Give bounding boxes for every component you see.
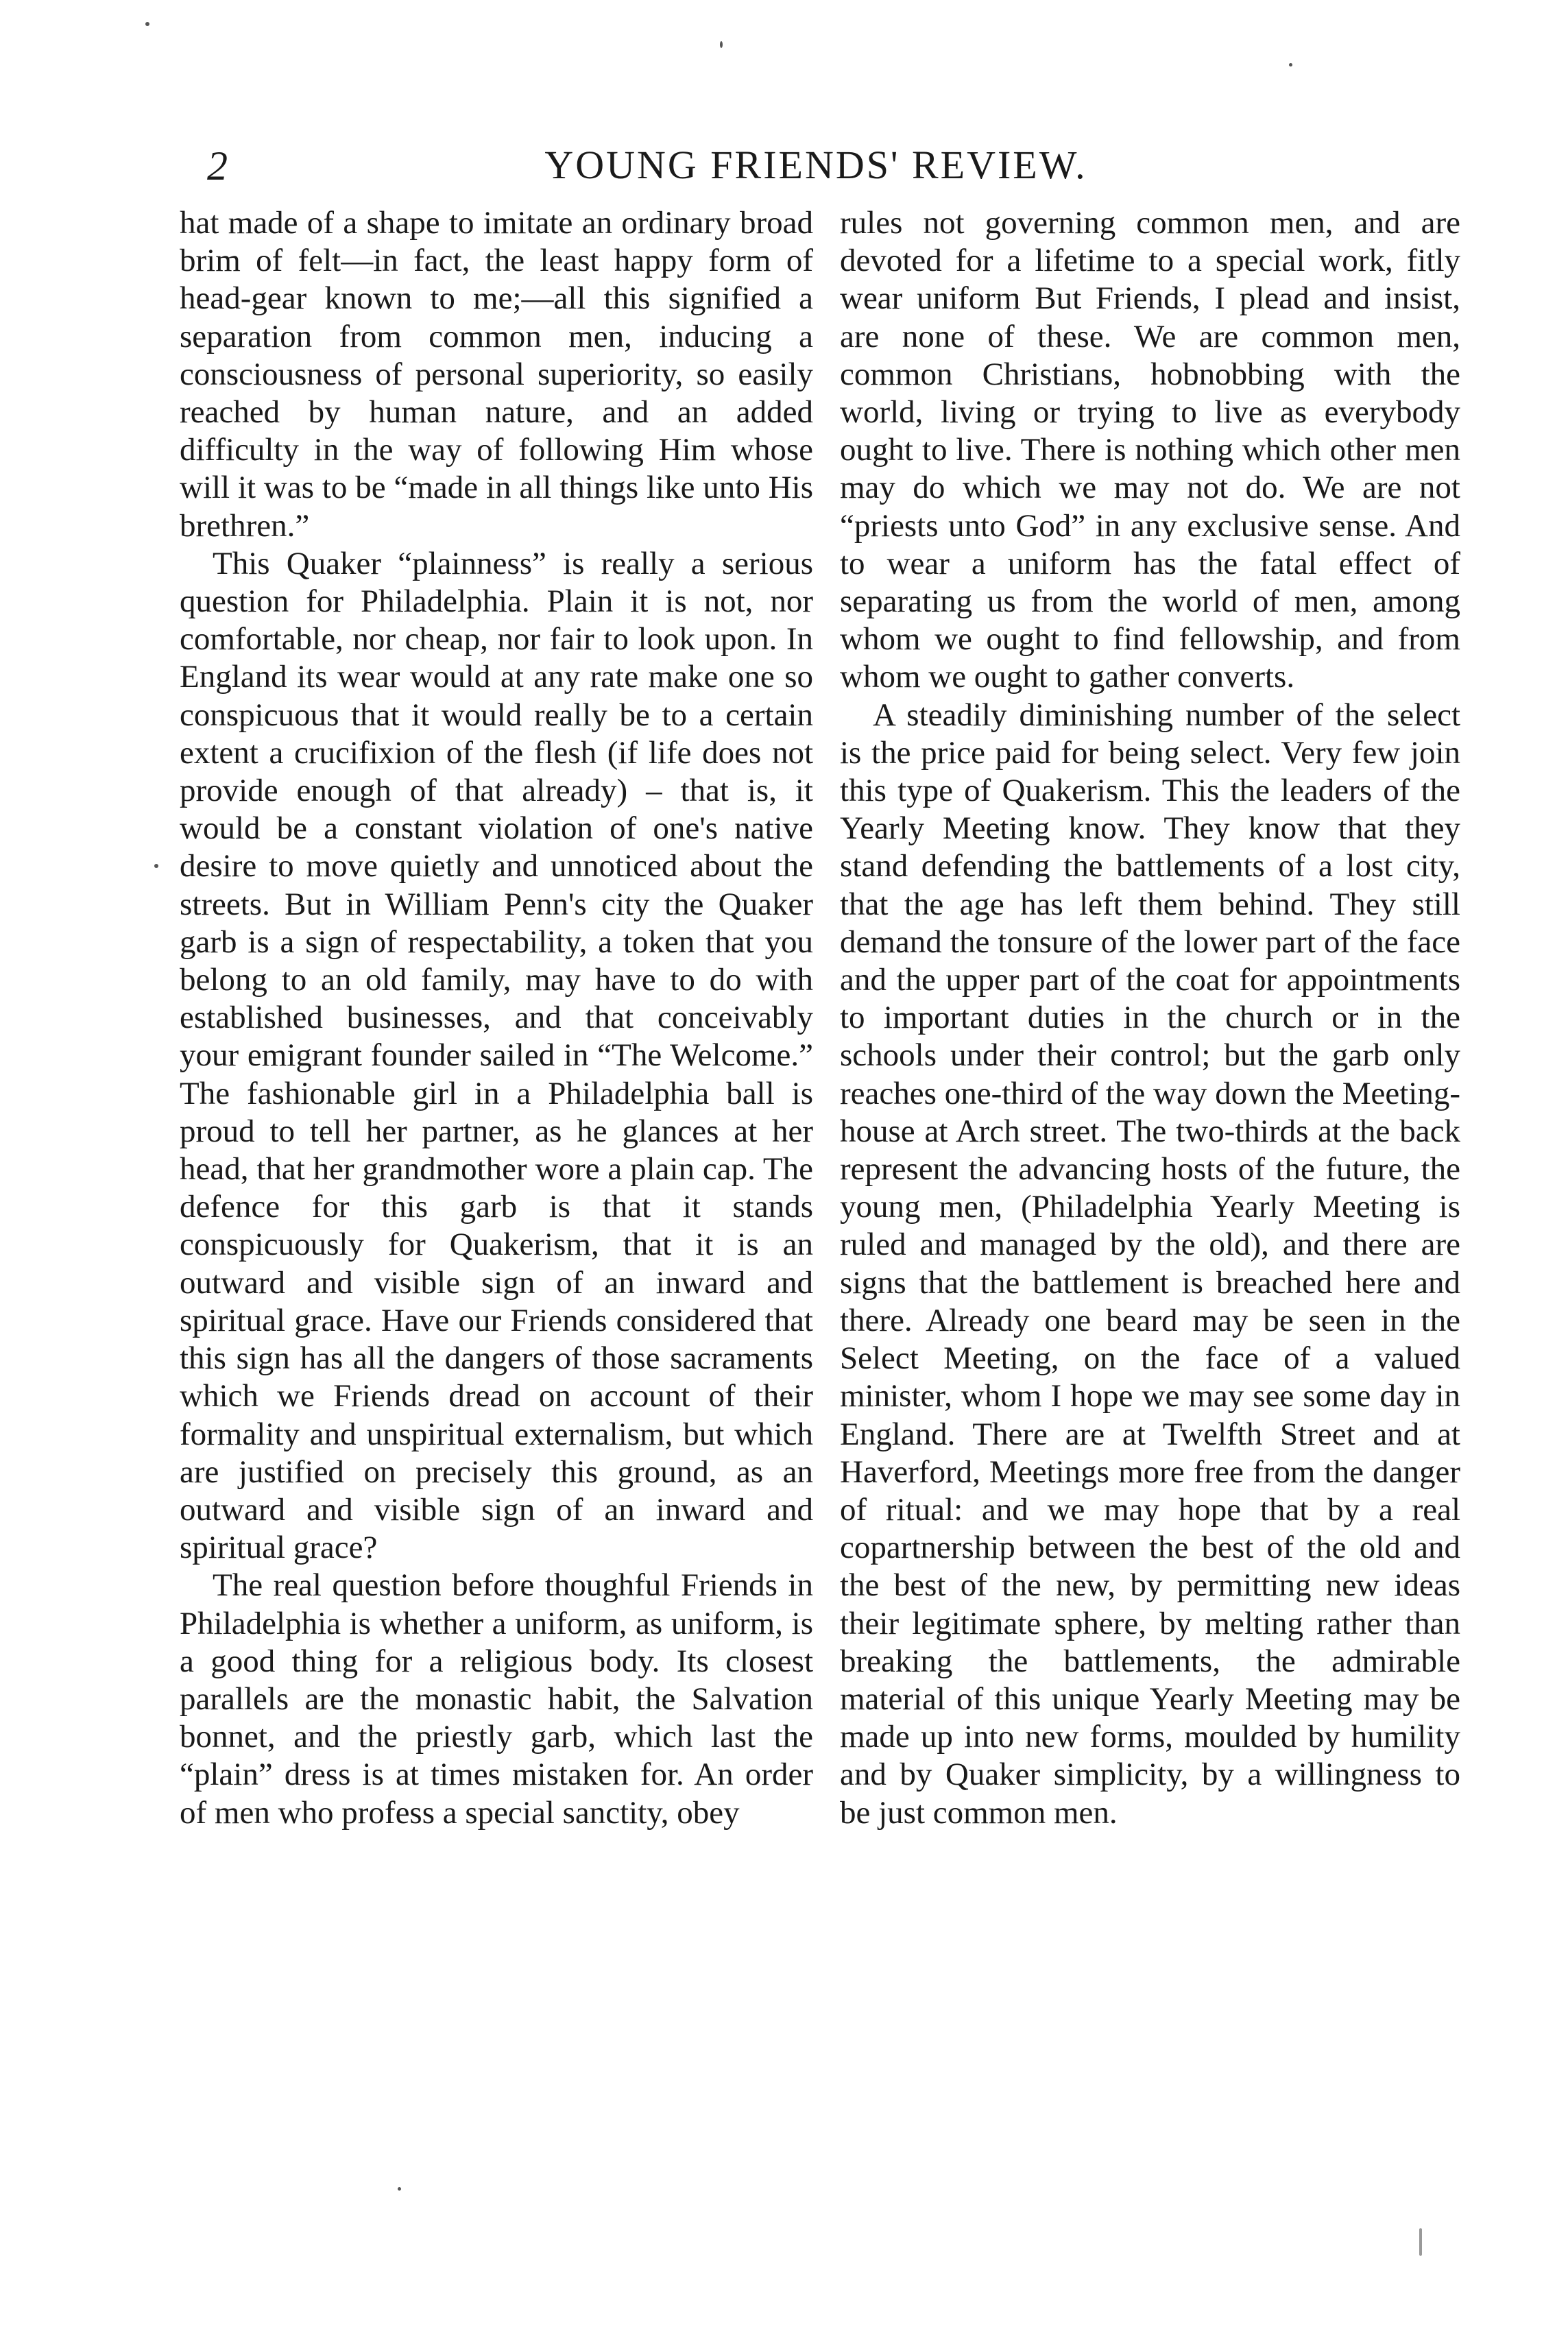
- paragraph: rules not governing common men, and are devoted for a lifetime to a special work, fitly wear uniform But Friends, I plead and insist, are none of these. We are common men, common Christians, hobnobbing with the world, living or trying to live as everybody ought to live. There is nothing which other men may do which we may not do. We are not “priests unto God” in any exclusive sense. And to wear a uniform has the fatal effect of separating us from the world of men, among whom we ought to find fellowship, and from whom we ought to gather converts.: [840, 205, 1460, 695]
- paragraph: This Quaker “plainness” is really a serious question for Philadelphia. Plain it is not, nor comfortable, nor cheap, nor fair to look upon. In England its wear would at any rate make one so conspicuous that it would really be to a certain extent a crucifixion of the flesh (if life does not provide enough of that already) – that is, it would be a constant violation of one's native desire to move quietly and unnoticed about the streets. But in William Penn's city the Quaker garb is a sign of respectability, a token that you belong to an old family, may have to do with established businesses, and that conceivably your emigrant founder sailed in “The Welcome.” The fashionable girl in a Philadelphia ball is proud to tell her partner, as he glances at her head, that her grandmother wore a plain cap. The defence for this garb is that it stands conspicuously for Quakerism, that it is an outward and visible sign of an inward and spiritual grace. Have our Friends considered that this sign has all the dangers of those sacraments which we Friends dread on account of their formality and unspiritual externalism, but which are justified on precisely this ground, as an outward and visible sign of an inward and spiritual grace?: [180, 545, 813, 1566]
- scan-speck: [1419, 2228, 1422, 2256]
- scan-speck: [720, 41, 723, 48]
- paragraph: hat made of a shape to imitate an ordinary broad brim of felt—in fact, the least happy form of head-gear known to me;—all this signified a separation from common men, inducing a consciousness of personal superiority, so easily reached by human nature, and an added difficulty in the way of following Him whose will it was to be “made in all things like unto His brethren.”: [180, 205, 813, 544]
- right-column: [840, 204, 1460, 1832]
- page-number: 2: [207, 143, 228, 189]
- paragraph: The real question before thoughful Friends in Philadelphia is whether a uniform, as uniform, is a good thing for a religious body. Its closest parallels are the monastic habit, the Salvation bonnet, and the priestly garb, which last the “plain” dress is at times mistaken for. An order of men who profess a special sanctity, obey: [180, 1567, 813, 1831]
- paragraph: A steadily diminishing number of the select is the price paid for being select. Very few join this type of Quakerism. This the leaders of the Yearly Meeting know. They know that they stand defending the battlements of a lost city, that the age has left them behind. They still demand the tonsure of the lower part of the face and the upper part of the coat for appointments to important duties in the church or in the schools under their control; but the garb only reaches one-third of the way down the Meeting-house at Arch street. The two-thirds at the back represent the advancing hosts of the future, the young men, (Philadelphia Yearly Meeting is ruled and managed by the old), and there are signs that the battlement is breached here and there. Already one beard may be seen in the Select Meeting, on the face of a valued minister, whom I hope we may see some day in England. There are at Twelfth Street and at Haverford, Meetings more free from the danger of ritual: and we may hope that by a real copartnership between the best of the old and the best of the new, by permitting new ideas their legitimate sphere, by melting rather than breaking the battlements, the admirable material of this unique Yearly Meeting may be made up into new forms, moulded by humility and by Quaker simplicity, by a willingness to be just common men.: [840, 697, 1460, 1831]
- scan-speck: [145, 22, 149, 26]
- scan-speck: [154, 864, 158, 868]
- scan-speck: [1289, 63, 1292, 67]
- scan-speck: [398, 2187, 401, 2191]
- running-head: YOUNG FRIENDS' REVIEW.: [544, 143, 1087, 187]
- left-column: [180, 204, 813, 1832]
